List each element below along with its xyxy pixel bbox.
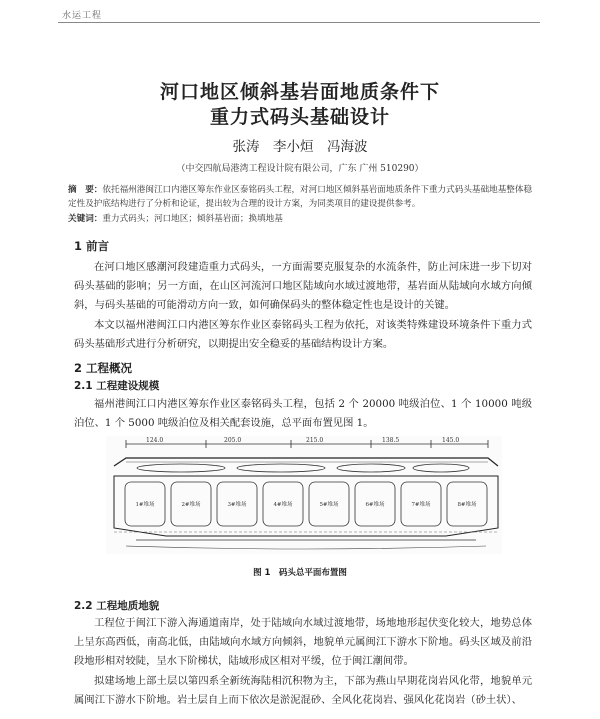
section-2-2-paragraph-1: 工程位于闽江下游入海通道南岸，处于陆域向水域过渡地带，场地地形起伏变化较大，地势总体上呈东高西低，南高北低，由陆域向水域方向倾斜，地貌单元属闽江下游水下阶地。码头区域及前沿段地形相对较陡，呈水下阶梯状，陆域形成区相对平缓，位于闽江潮间带。 [74,617,532,667]
paper-title-line-1: 河口地区倾斜基岩面地质条件下 [159,81,440,103]
dimension-label-1: 124.0 [146,437,164,444]
keywords [68,212,534,224]
dimension-label-4: 138.5 [382,437,400,444]
storage-yard-label-5: 5#堆场 [319,502,339,508]
storage-yard-label-6: 6#堆场 [365,502,385,508]
dimension-label-3: 215.0 [306,437,324,444]
dimension-label-5: 145.0 [442,437,460,444]
abstract-label: 摘 要： [68,185,103,195]
section-1-heading: 1 前言 [74,239,110,253]
figure-caption: 图 1 码头总平面布置图 [253,568,347,578]
storage-yard-label-4: 4#堆场 [273,502,293,508]
section-2-2-paragraph-2: 拟建场地上部土层以第四系全新统海陆相沉积物为主，下部为燕山早期花岗岩风化带，地貌单元属闽江下游水下阶地。岩土层自上而下依次是淤泥混砂、全风化花岗岩、强风化花岗岩（砂土状）、 [74,675,532,706]
section-2-heading: 2 工程概况 [74,361,133,375]
paper-title-line-2: 重力式码头基础设计 [209,106,390,128]
site-plan-figure [106,436,502,554]
dimension-label-2: 205.0 [224,437,242,444]
affiliation: （中交四航局港湾工程设计院有限公司，广东 广州 510290） [176,164,424,174]
journal-running-head: 水运工程 [62,11,103,21]
header-divider [58,22,540,23]
section-1-paragraph-1: 在河口地区感潮河段建造重力式码头，一方面需要克服复杂的水流条件，防止河床进一步下切对码头基础的影响；另一方面，在山区河流河口地区陆域向水域过渡地带，基岩面从陆域向水域方向倾斜，与码头基础的可能滑动方向一致，如何确保码头的整体稳定性也是设计的关键。 [74,261,532,311]
storage-yard-label-1: 1#堆场 [135,502,155,508]
storage-yard-label-2: 2#堆场 [181,502,201,508]
storage-yard-label-7: 7#堆场 [411,502,431,508]
section-2-1-heading: 2.1 工程建设规模 [74,380,160,392]
section-2-1-paragraph: 福州港闽江口内港区筹东作业区泰铭码头工程，包括 2 个 20000 吨级泊位、1 个 10000 吨级泊位、1 个 5000 吨级泊位及相关配套设施，总平面布置见图 1。 [74,398,532,429]
section-2-2-heading: 2.2 工程地质地貌 [74,600,160,612]
authors: 张涛 李小烜 冯海波 [232,139,368,155]
storage-yard-label-8: 8#堆场 [457,502,477,508]
keywords-label: 关键词： [68,214,103,224]
keywords-text: 重力式码头；河口地区；倾斜基岩面；换填地基 [102,214,283,224]
storage-yard-label-3: 3#堆场 [227,502,247,508]
section-1-paragraph-2: 本文以福州港闽江口内港区筹东作业区泰铭码头工程为依托，对该类特殊建设环境条件下重力式码头基础形式进行分析研究，以期提出安全稳妥的基础结构设计方案。 [74,319,532,350]
abstract-text: 依托福州港闽江口内港区筹东作业区泰铭码头工程，对河口地区倾斜基岩面地质条件下重力式码头基础地基整体稳定性及护底结构进行了分析和论证，提出较为合理的设计方案，为同类项目的建设提供参考。 [68,185,533,209]
abstract [68,183,534,211]
